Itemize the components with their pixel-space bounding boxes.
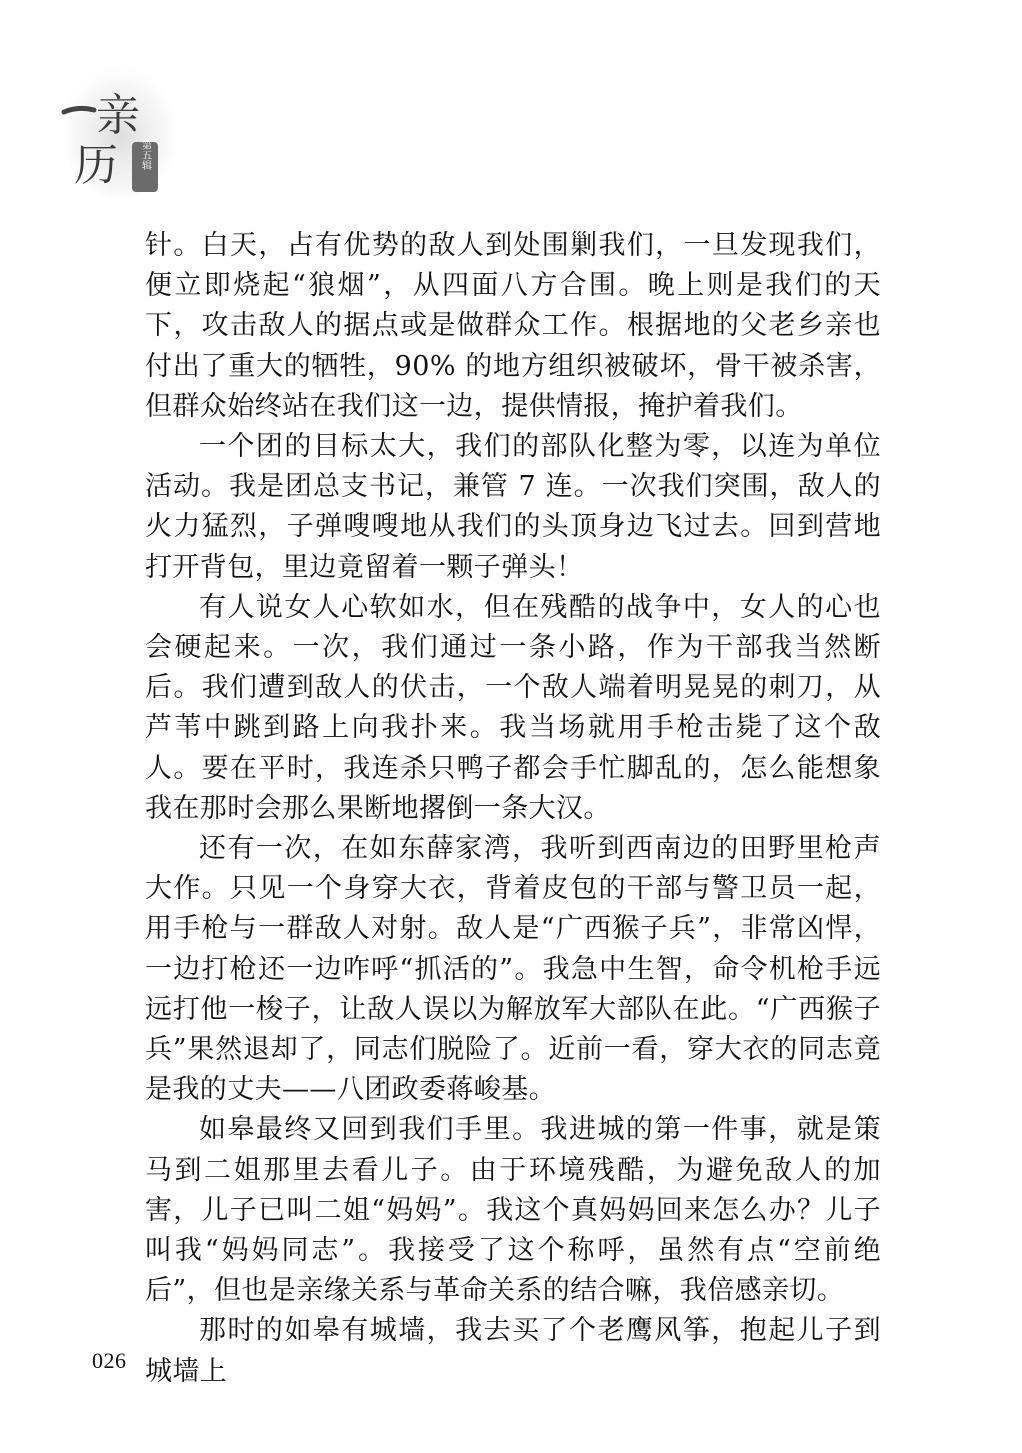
paragraph-4: 还有一次，在如东薛家湾，我听到西南边的田野里枪声大作。只见一个身穿大衣，背着皮包的干部与警卫员一起，用手枪与一群敌人对射。敌人是“广西猴子兵”，非常凶悍，一边打枪还一边咋呼“抓活的”。我急中生智，命令机枪手远远打他一梭子，让敌人误以为解放军大部队在此。“广西猴子兵”果然退却了，同志们脱险了。近前一看，穿大衣的同志竟是我的丈夫——八团政委蒋峻基。 (145, 833, 881, 1106)
page-number: 026 (92, 1348, 127, 1373)
article-body (145, 226, 881, 1392)
logo-char-li: 历 (74, 140, 118, 191)
paragraph-3: 有人说女人心软如水，但在残酷的战争中，女人的心也会硬起来。一次，我们通过一条小路，作为干部我当然断后。我们遭到敌人的伏击，一个敌人端着明晃晃的刺刀，从芦苇中跳到路上向我扑来。我当场就用手枪击毙了这个敌人。要在平时，我连杀只鸭子都会手忙脚乱的，怎么能想象我在那时会那么果断地撂倒一条大汉。 (145, 591, 881, 824)
paragraph-6: 那时的如皋有城墙，我去买了个老鹰风筝，抱起儿子到城墙上 (145, 1315, 881, 1387)
logo-stamp: 第五辑 (139, 140, 151, 170)
paragraph-5: 如皋最终又回到我们手里。我进城的第一件事，就是策马到二姐那里去看儿子。由于环境残酷，为避免敌人的加害，儿子已叫二姐“妈妈”。我这个真妈妈回来怎么办？儿子叫我“妈妈同志”。我接受了这个称呼，虽然有点“空前绝后”，但也是亲缘关系与革命关系的结合嘛，我倍感亲切。 (145, 1114, 881, 1307)
paragraph-2: 一个团的目标太大，我们的部队化整为零，以连为单位活动。我是团总支书记，兼管 7 连。一次我们突围，敌人的火力猛烈，子弹嗖嗖地从我们的头顶身边飞过去。回到营地打开背包，里边竟留着一颗子弹头！ (145, 431, 881, 583)
book-series-logo (60, 40, 180, 200)
logo-char-qin: 亲 (96, 90, 140, 141)
paragraph-1: 针。白天，占有优势的敌人到处围剿我们，一旦发现我们，便立即烧起“狼烟”，从四面八方合围。晚上则是我们的天下，攻击敌人的据点或是做群众工作。根据地的父老乡亲也付出了重大的牺牲，90% 的地方组织被破坏，骨干被杀害，但群众始终站在我们这一边，提供情报，掩护着我们。 (145, 230, 881, 422)
